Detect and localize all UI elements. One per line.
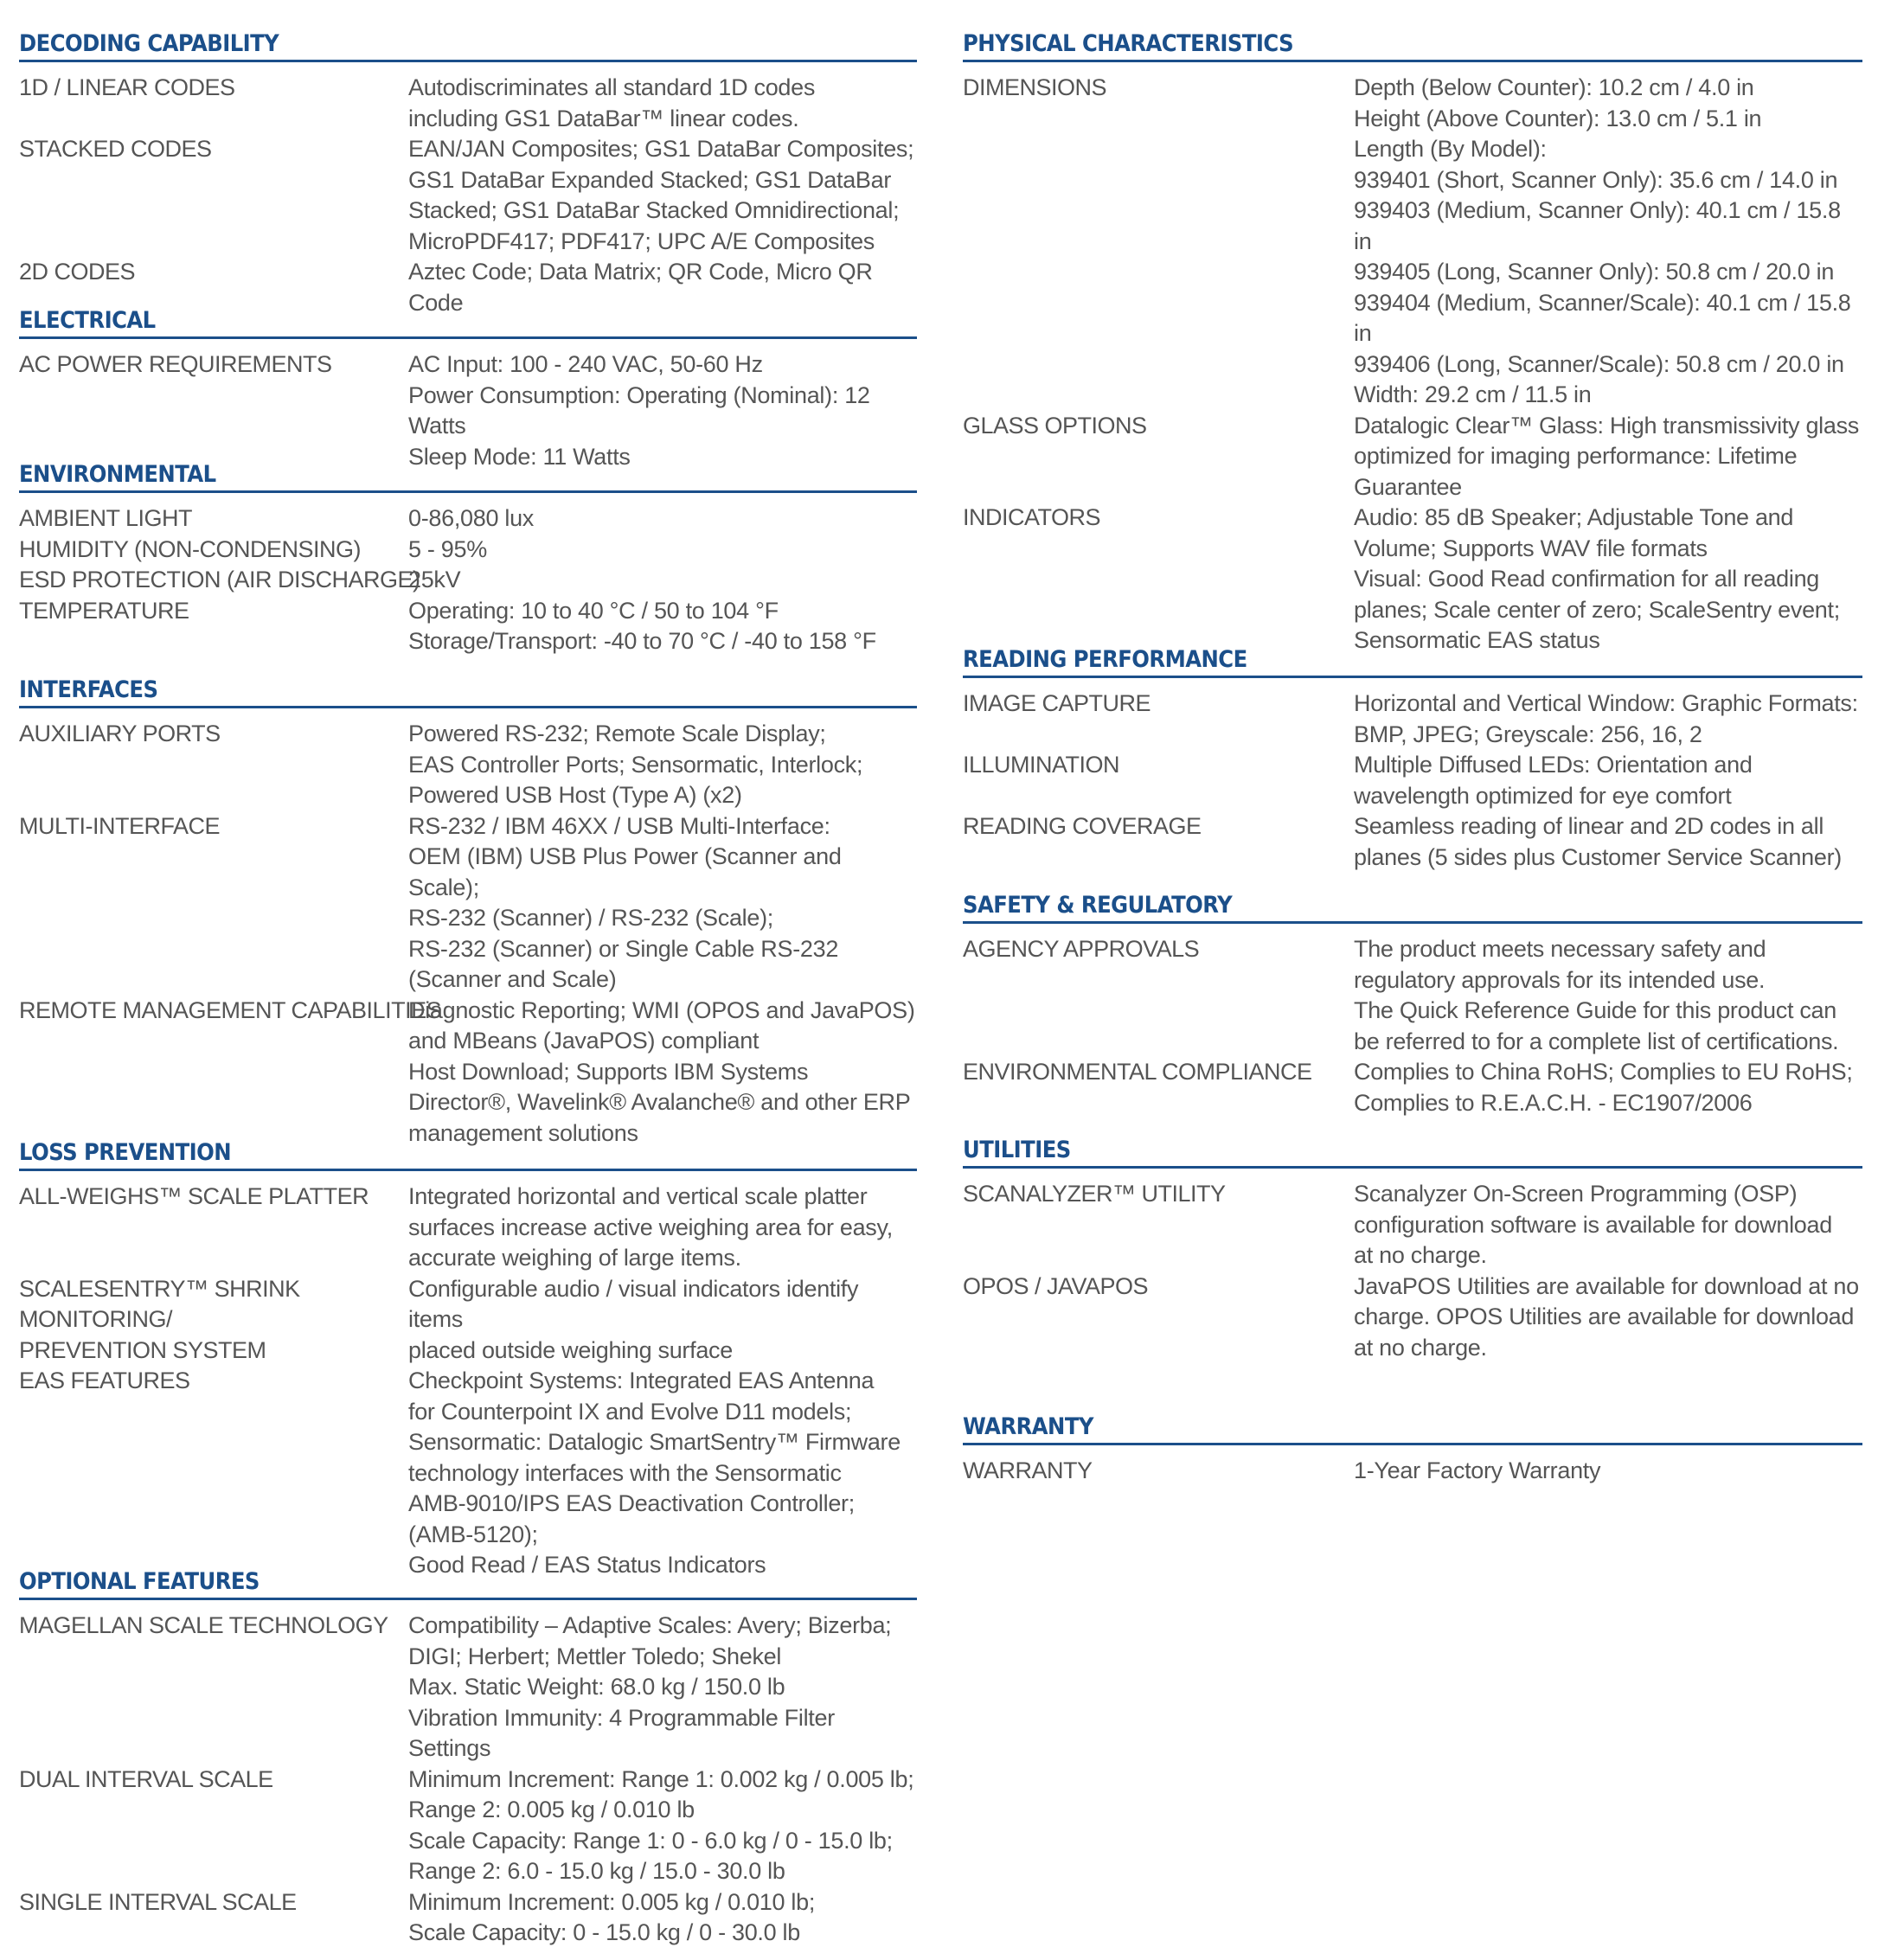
spec-label: DUAL INTERVAL SCALE xyxy=(19,1765,273,1792)
section-rule xyxy=(19,60,917,62)
section-title: SAFETY & REGULATORY xyxy=(963,892,1233,919)
section-rule xyxy=(963,676,1862,678)
spec-value: JavaPOS Utilities are available for download at no charge. OPOS Utilities are available for download at no charge. xyxy=(1354,1272,1859,1361)
spec-row xyxy=(963,811,1862,873)
spec-label: REMOTE MANAGEMENT CAPABILITIES xyxy=(19,996,442,1023)
spec-value: Powered RS-232; Remote Scale Display; EAS Controller Ports; Sensormatic, Interlock; Powered USB Host (Type A) (x2) xyxy=(408,721,863,808)
spec-row xyxy=(19,565,917,596)
spec-value: 5 - 95% xyxy=(408,535,487,562)
spec-label: MULTI-INTERFACE xyxy=(19,812,221,839)
section-title: LOSS PREVENTION xyxy=(19,1139,232,1166)
spec-value: Aztec Code; Data Matrix; QR Code, Micro QR Code xyxy=(408,259,873,316)
spec-row xyxy=(19,134,917,257)
section-rule xyxy=(963,921,1862,924)
spec-label: ALL-WEIGHS™ SCALE PLATTER xyxy=(19,1183,369,1209)
spec-value: Checkpoint Systems: Integrated EAS Antenna for Counterpoint IX and Evolve D11 models; Sensormatic: Datalogic SmartSentry™ Firmware technology interfaces with the Sensormatic AMB-9010/IPS EAS Deactivation Controller; (AMB-5120); Good Read / EAS Status Indicators xyxy=(408,1368,901,1578)
section-title: READING PERFORMANCE xyxy=(963,646,1247,673)
spec-value: Multiple Diffused LEDs: Orientation and wavelength optimized for eye comfort xyxy=(1354,752,1753,809)
spec-row xyxy=(19,1182,917,1274)
spec-value: Operating: 10 to 40 °C / 50 to 104 °F Storage/Transport: -40 to 70 °C / -40 to 158 °F xyxy=(408,597,876,654)
section-safety-regulatory xyxy=(963,891,1862,1118)
section-title: WARRANTY xyxy=(963,1413,1093,1440)
spec-row xyxy=(963,1456,1862,1487)
spec-value: The product meets necessary safety and regulatory approvals for its intended use. The Quick Reference Guide for this product can be referred to for a complete list of certifications. xyxy=(1354,936,1839,1054)
spec-value: Depth (Below Counter): 10.2 cm / 4.0 in Height (Above Counter): 13.0 cm / 5.1 in Length (By Model): 939401 (Short, Scanner Only): 35.6 cm / 14.0 in 939403 (Medium, Scanner Only): 40.1 cm / 15.8 in 939405 (Long, Scanner Only): 50.8 cm / 20.0 in 939404 (Medium, Scanner/Scale): 40.1 cm / 15.8 in 939406 (Long, Scanner/Scale): 50.8 cm / 20.0 in Width: 29.2 cm / 11.5 in xyxy=(1354,74,1851,407)
spec-value: 0-86,080 lux xyxy=(408,505,535,531)
spec-label: 2D CODES xyxy=(19,259,136,285)
spec-row xyxy=(963,1271,1862,1364)
spec-row xyxy=(19,811,917,996)
spec-label: GLASS OPTIONS xyxy=(963,412,1147,439)
section-rule xyxy=(963,1443,1862,1445)
section-environmental xyxy=(19,460,917,657)
spec-label: INDICATORS xyxy=(963,504,1101,530)
section-rule xyxy=(19,1169,917,1171)
spec-value: AC Input: 100 - 240 VAC, 50-60 Hz Power Consumption: Operating (Nominal): 12 Watts Sleep Mode: 11 Watts xyxy=(408,351,870,470)
section-title: INTERFACES xyxy=(19,676,158,703)
spec-label: READING COVERAGE xyxy=(963,813,1202,839)
spec-value: EAN/JAN Composites; GS1 DataBar Composites; GS1 DataBar Expanded Stacked; GS1 DataBar Stacked; GS1 DataBar Stacked Omnidirectional; MicroPDF417; PDF417; UPC A/E Composites xyxy=(408,136,914,254)
spec-label: ENVIRONMENTAL COMPLIANCE xyxy=(963,1059,1312,1085)
spec-row xyxy=(19,1765,917,1887)
spec-row xyxy=(19,349,917,472)
spec-row xyxy=(19,1366,917,1581)
spec-label: ESD PROTECTION (AIR DISCHARGE) xyxy=(19,567,420,592)
spec-label: AMBIENT LIGHT xyxy=(19,505,193,531)
spec-value: Configurable audio / visual indicators identify items placed outside weighing surface xyxy=(408,1275,859,1363)
section-interfaces xyxy=(19,676,917,1149)
spec-label: IMAGE CAPTURE xyxy=(963,690,1151,716)
spec-label: ILLUMINATION xyxy=(963,752,1120,778)
spec-label: EAS FEATURES xyxy=(19,1368,190,1393)
section-reading-performance xyxy=(963,645,1862,873)
spec-label: MAGELLAN SCALE TECHNOLOGY xyxy=(19,1612,388,1638)
section-optional-features xyxy=(19,1567,917,1949)
spec-row xyxy=(963,503,1862,657)
spec-value: Datalogic Clear™ Glass: High transmissivity glass optimized for imaging performance: Lifetime Guarantee xyxy=(1354,412,1859,500)
spec-value: Complies to China RoHS; Complies to EU RoHS; Complies to R.E.A.C.H. - EC1907/2006 xyxy=(1354,1059,1853,1116)
spec-row xyxy=(963,411,1862,503)
spec-row xyxy=(19,1611,917,1765)
spec-row xyxy=(19,503,917,535)
section-electrical xyxy=(19,306,917,472)
spec-label: AC POWER REQUIREMENTS xyxy=(19,351,332,377)
section-rule xyxy=(19,706,917,708)
spec-value: Minimum Increment: Range 1: 0.002 kg / 0.005 lb; Range 2: 0.005 kg / 0.010 lb Scale Capacity: Range 1: 0 - 6.0 kg / 0 - 15.0 lb; Range 2: 6.0 - 15.0 kg / 15.0 - 30.0 lb xyxy=(408,1765,914,1884)
spec-row xyxy=(19,535,917,566)
spec-value: Horizontal and Vertical Window: Graphic Formats: BMP, JPEG; Greyscale: 256, 16, 2 xyxy=(1354,690,1858,747)
spec-row xyxy=(963,934,1862,1057)
spec-value: Diagnostic Reporting; WMI (OPOS and JavaPOS) and MBeans (JavaPOS) compliant Host Download; Supports IBM Systems Director®, Wavelink® Avalanche® and other ERP management solutions xyxy=(408,996,915,1146)
section-rule xyxy=(963,60,1862,62)
spec-value: 1-Year Factory Warranty xyxy=(1354,1457,1601,1483)
spec-row xyxy=(963,750,1862,811)
section-title: DECODING CAPABILITY xyxy=(19,30,279,57)
section-title: ENVIRONMENTAL xyxy=(19,461,216,488)
spec-label: STACKED CODES xyxy=(19,136,212,162)
spec-row xyxy=(19,73,917,134)
spec-value: RS-232 / IBM 46XX / USB Multi-Interface: OEM (IBM) USB Plus Power (Scanner and Scale); RS-232 (Scanner) / RS-232 (Scale); RS-232 (Scanner) or Single Cable RS-232 (Scanner and Scale) xyxy=(408,812,842,992)
spec-row xyxy=(963,1179,1862,1271)
section-rule xyxy=(963,1166,1862,1169)
spec-row xyxy=(19,596,917,657)
section-loss-prevention xyxy=(19,1138,917,1581)
spec-value: Autodiscriminates all standard 1D codes including GS1 DataBar™ linear codes. xyxy=(408,74,816,131)
spec-row xyxy=(19,996,917,1150)
section-rule xyxy=(19,1598,917,1600)
spec-label: TEMPERATURE xyxy=(19,597,189,624)
spec-label: SINGLE INTERVAL SCALE xyxy=(19,1888,297,1915)
spec-label: OPOS / JAVAPOS xyxy=(963,1272,1149,1299)
spec-label: AGENCY APPROVALS xyxy=(963,936,1200,962)
spec-label: SCANALYZER™ UTILITY xyxy=(963,1181,1226,1207)
spec-label: AUXILIARY PORTS xyxy=(19,721,221,746)
section-rule xyxy=(19,490,917,493)
spec-row xyxy=(19,1887,917,1949)
spec-value: Audio: 85 dB Speaker; Adjustable Tone and Volume; Supports WAV file formats Visual: Good Read confirmation for all reading planes; Scale center of zero; ScaleSentry event; Sensormatic EAS status xyxy=(1354,504,1840,653)
spec-value: Minimum Increment: 0.005 kg / 0.010 lb; Scale Capacity: 0 - 15.0 kg / 0 - 30.0 lb xyxy=(408,1888,816,1945)
spec-value: Scanalyzer On-Screen Programming (OSP) configuration software is available for download at no charge. xyxy=(1354,1181,1832,1268)
spec-label: DIMENSIONS xyxy=(963,74,1107,100)
spec-label: HUMIDITY (NON-CONDENSING) xyxy=(19,535,361,562)
spec-row xyxy=(963,73,1862,411)
spec-value: Compatibility – Adaptive Scales: Avery; Bizerba; DIGI; Herbert; Mettler Toledo; Shekel Max. Static Weight: 68.0 kg / 150.0 lb Vibration Immunity: 4 Programmable Filter Settings xyxy=(408,1612,892,1761)
section-utilities xyxy=(963,1136,1862,1363)
section-title: OPTIONAL FEATURES xyxy=(19,1568,260,1595)
spec-label: SCALESENTRY™ SHRINK MONITORING/ PREVENTION SYSTEM xyxy=(19,1275,300,1363)
section-title: UTILITIES xyxy=(963,1137,1071,1163)
section-title: PHYSICAL CHARACTERISTICS xyxy=(963,30,1294,57)
section-warranty xyxy=(963,1412,1862,1487)
spec-row xyxy=(19,719,917,811)
spec-row xyxy=(19,1274,917,1367)
section-physical-characteristics xyxy=(963,29,1862,657)
spec-row xyxy=(963,689,1862,750)
spec-label: WARRANTY xyxy=(963,1457,1093,1483)
section-decoding-capability xyxy=(19,29,917,318)
section-rule xyxy=(19,336,917,339)
spec-value: Seamless reading of linear and 2D codes in all planes (5 sides plus Customer Service Scanner) xyxy=(1354,813,1842,870)
spec-value: 25kV xyxy=(408,567,461,592)
spec-label: 1D / LINEAR CODES xyxy=(19,74,235,100)
spec-row xyxy=(963,1057,1862,1118)
spec-value: Integrated horizontal and vertical scale platter surfaces increase active weighing area for easy, accurate weighing of large items. xyxy=(408,1183,893,1271)
section-title: ELECTRICAL xyxy=(19,307,156,334)
